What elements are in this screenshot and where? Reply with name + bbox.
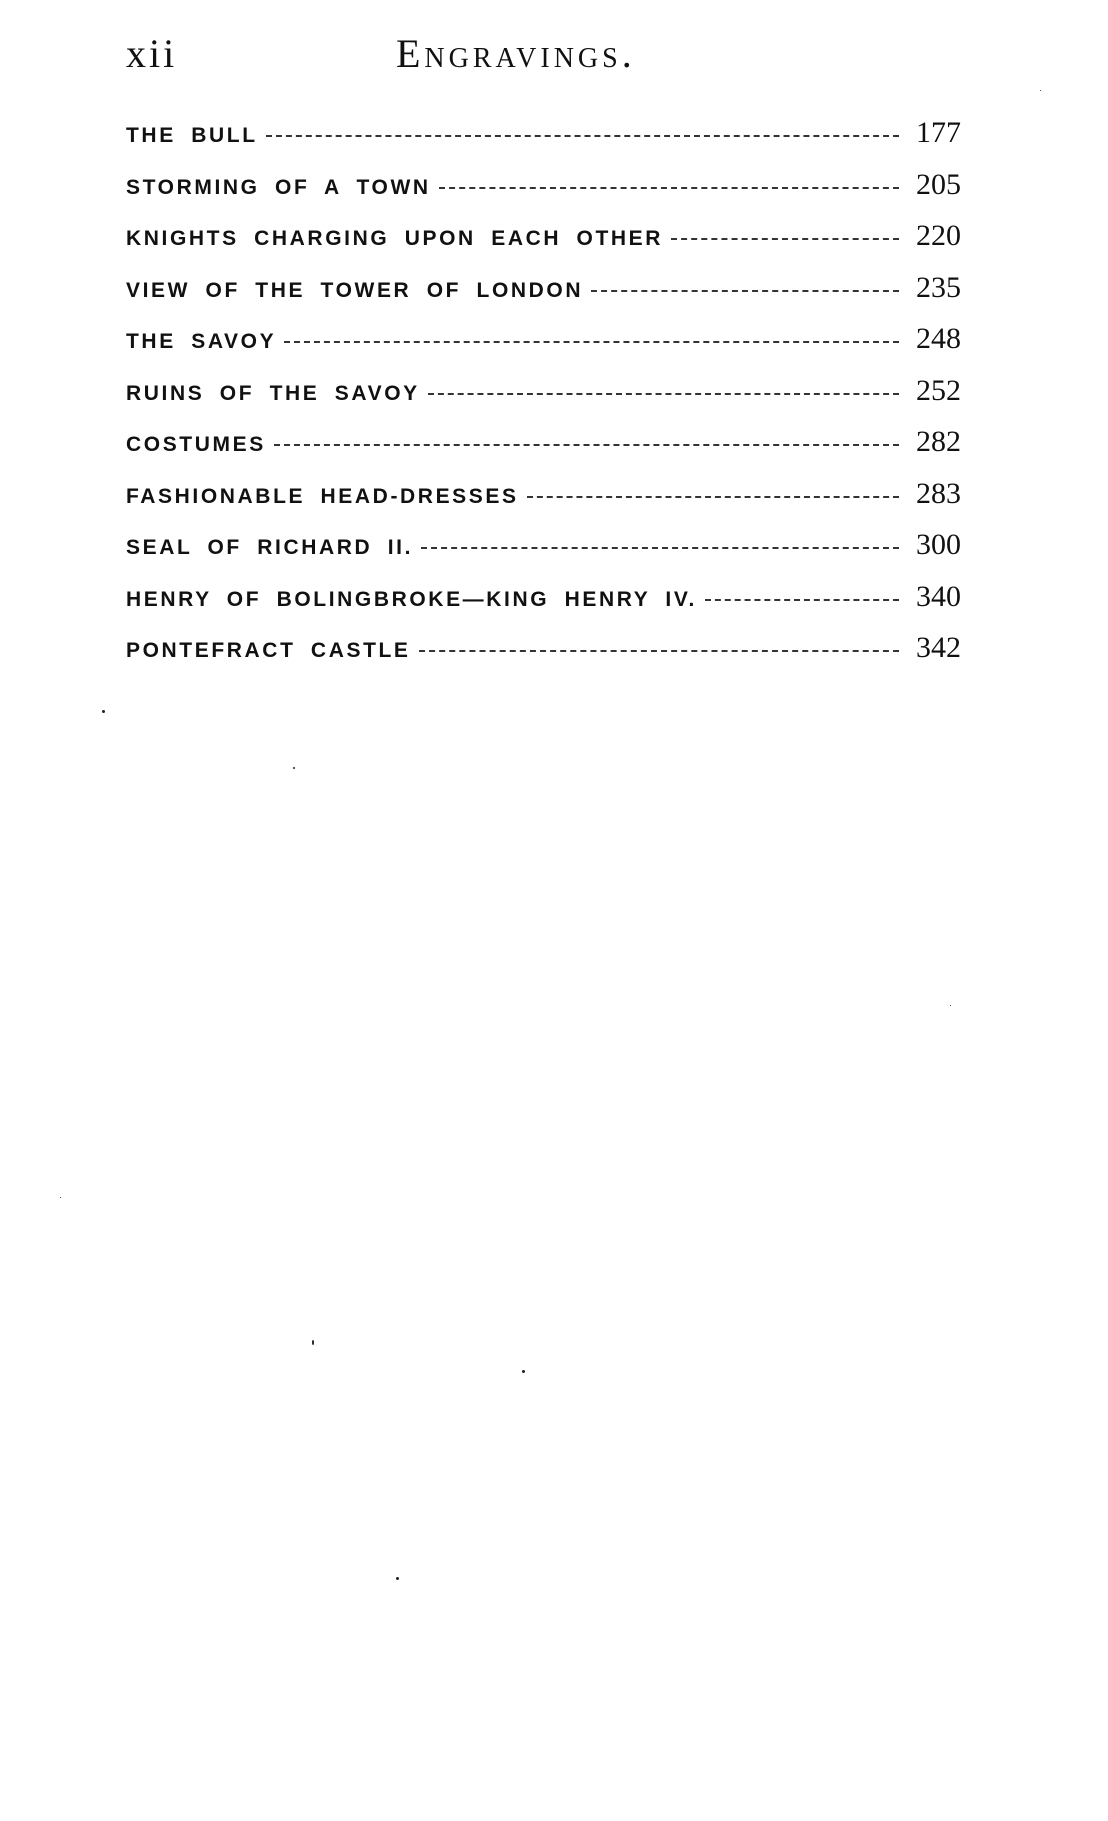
scan-speck xyxy=(102,710,105,713)
list-item xyxy=(126,219,961,271)
entry-title: SEAL OF RICHARD II. xyxy=(126,536,414,559)
entry-title: KNIGHTS CHARGING UPON EACH OTHER xyxy=(126,227,664,250)
entry-page-number: 220 xyxy=(916,219,961,252)
list-item xyxy=(126,425,961,477)
dot-leader xyxy=(284,341,899,343)
list-item xyxy=(126,528,961,580)
entry-page-number: 342 xyxy=(916,631,961,664)
entry-title: FASHIONABLE HEAD-DRESSES xyxy=(126,484,519,508)
scan-speck xyxy=(1040,90,1041,91)
entry-title: HENRY OF BOLINGBROKE—KING HENRY IV. xyxy=(126,587,697,611)
entry-page-number: 248 xyxy=(916,322,961,355)
entry-page-number: 235 xyxy=(916,270,961,304)
scan-speck xyxy=(396,1577,399,1580)
scan-speck xyxy=(312,1340,314,1345)
dot-leader xyxy=(439,187,899,189)
entry-title: STORMING OF A TOWN xyxy=(126,175,431,199)
list-item xyxy=(126,116,961,168)
scan-speck xyxy=(950,1005,951,1006)
list-item xyxy=(126,271,961,323)
list-item xyxy=(126,168,961,220)
dot-leader xyxy=(428,393,899,395)
scan-speck xyxy=(60,1197,61,1198)
dot-leader xyxy=(671,238,899,240)
entry-page-number: 205 xyxy=(916,167,961,201)
entry-page-number: 252 xyxy=(916,373,961,407)
scan-speck xyxy=(522,1370,525,1373)
dot-leader xyxy=(527,496,899,498)
dot-leader xyxy=(419,650,899,652)
running-title: Engravings. xyxy=(396,31,636,76)
list-item xyxy=(126,580,961,632)
dot-leader xyxy=(266,135,899,137)
dot-leader xyxy=(421,547,899,549)
entry-page-number: 300 xyxy=(916,528,961,561)
entry-title: COSTUMES xyxy=(126,433,266,456)
scan-speck xyxy=(293,767,295,769)
dot-leader xyxy=(591,290,899,292)
list-item xyxy=(126,322,961,374)
entry-title: THE SAVOY xyxy=(126,330,277,353)
list-item xyxy=(126,374,961,426)
dot-leader xyxy=(705,599,899,601)
entry-title: PONTEFRACT CASTLE xyxy=(126,639,411,662)
dot-leader xyxy=(274,444,899,446)
list-item xyxy=(126,477,961,529)
entry-title: VIEW OF THE TOWER OF LONDON xyxy=(126,278,584,302)
entry-page-number: 340 xyxy=(916,579,961,613)
entry-page-number: 177 xyxy=(916,116,961,149)
engravings-list xyxy=(126,116,961,683)
entry-page-number: 283 xyxy=(916,476,961,510)
page-number: xii xyxy=(126,31,178,76)
page-header xyxy=(126,30,956,90)
entry-title: RUINS OF THE SAVOY xyxy=(126,381,420,405)
entry-page-number: 282 xyxy=(916,425,961,458)
entry-title: THE BULL xyxy=(126,124,258,147)
list-item xyxy=(126,631,961,683)
